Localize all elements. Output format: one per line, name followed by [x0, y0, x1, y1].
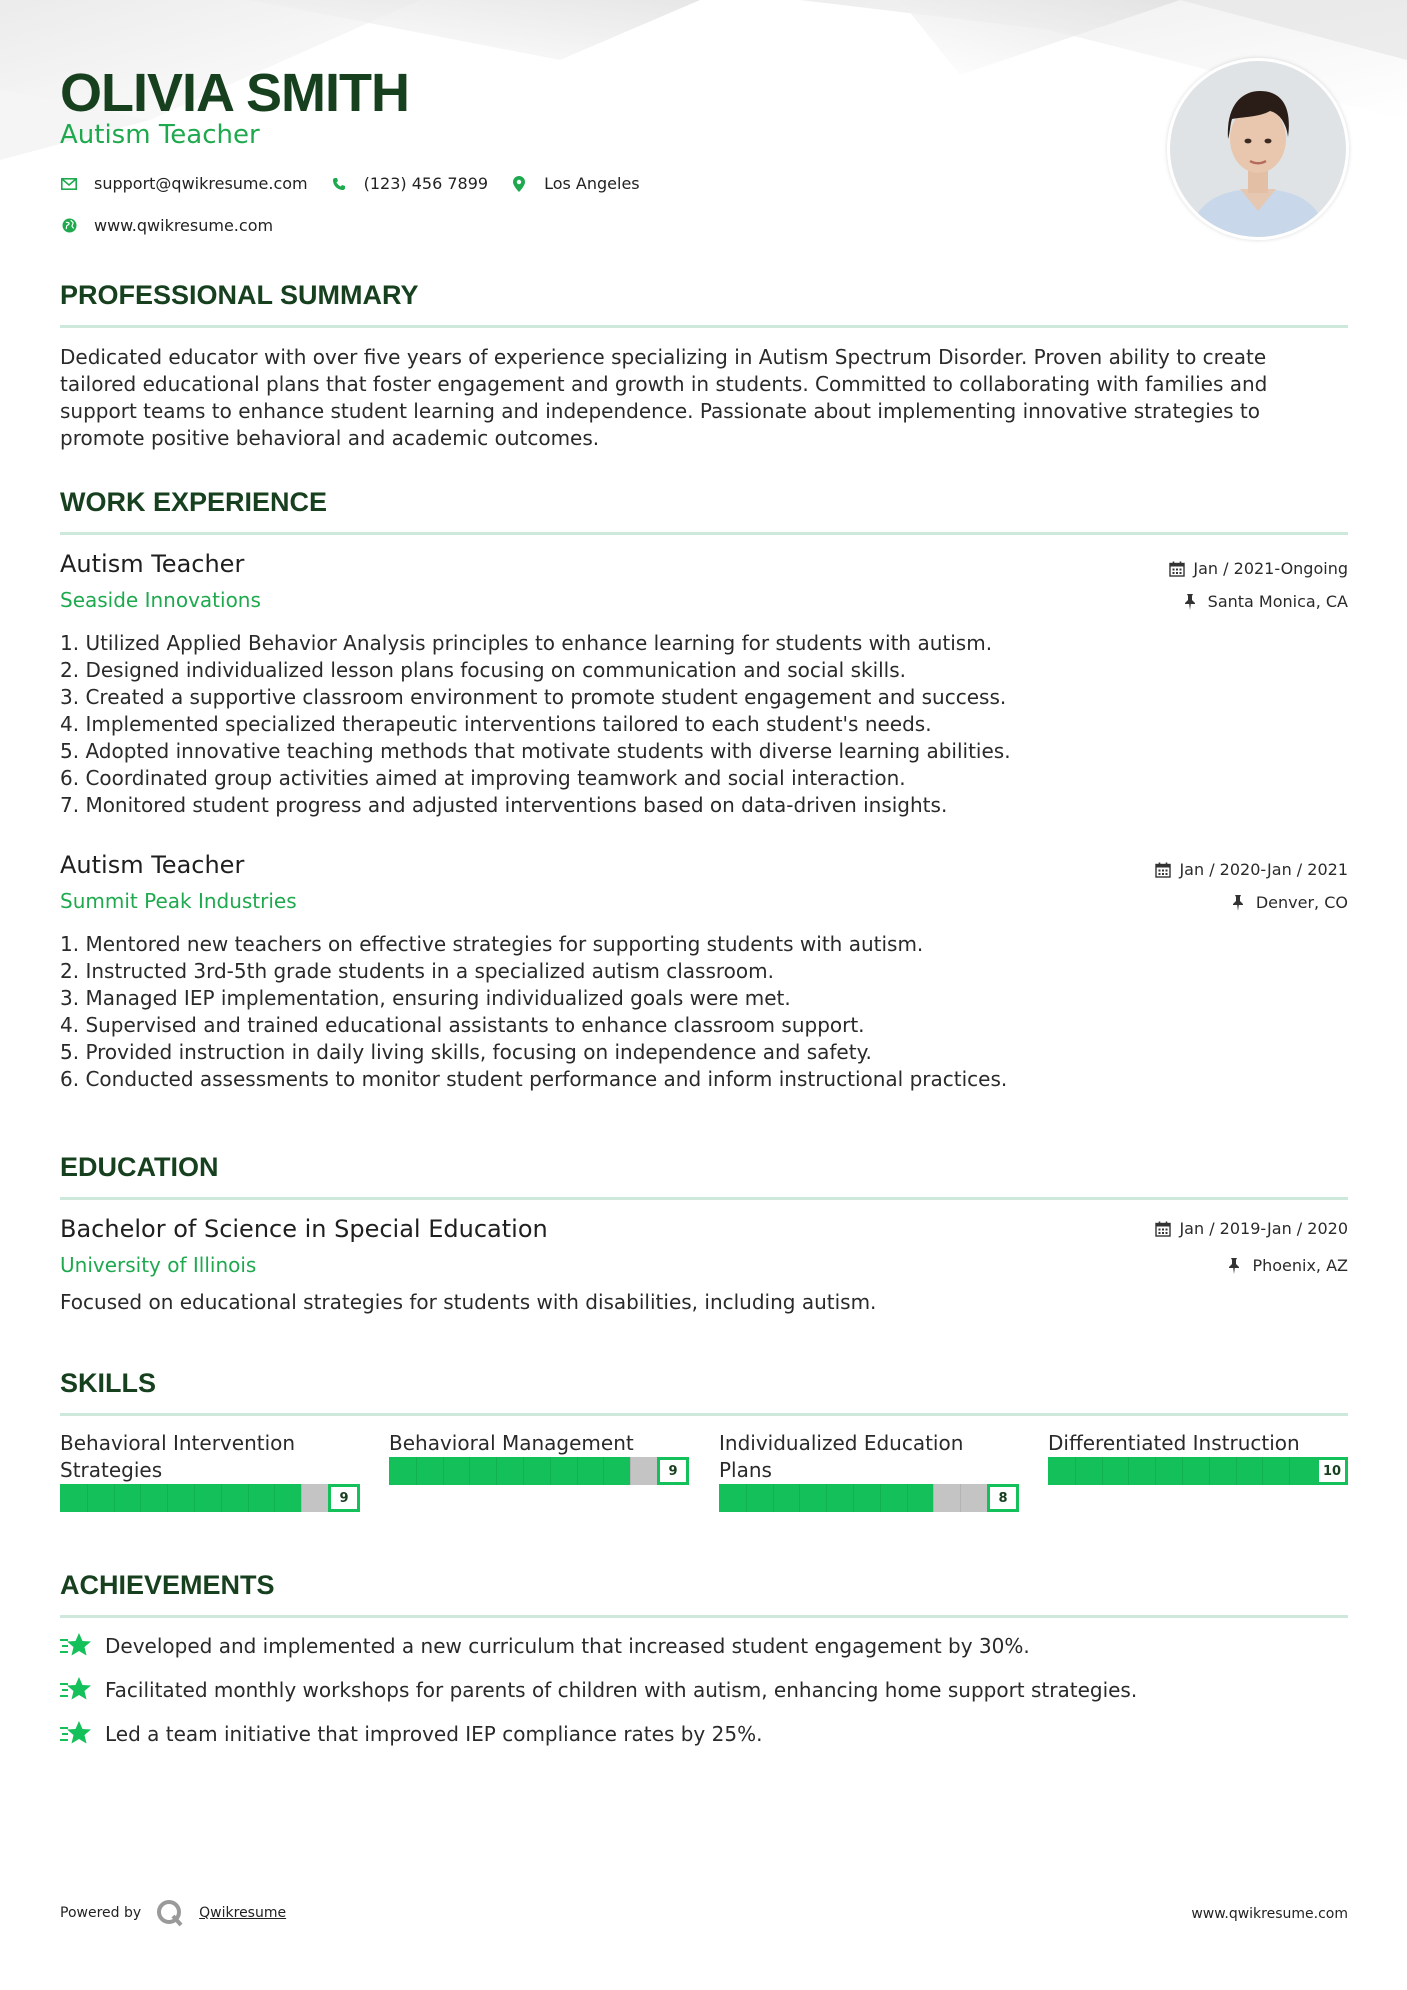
candidate-role: Autism Teacher — [60, 120, 260, 150]
skill-bar — [389, 1457, 689, 1485]
skill-name: Behavioral Management — [389, 1431, 634, 1455]
skill-score: 9 — [657, 1457, 689, 1485]
education-location-text: Phoenix, AZ — [1252, 1256, 1348, 1275]
job-bullet: 5. Provided instruction in daily living skills, focusing on independence and safety. — [60, 1040, 872, 1064]
achievement-text: Facilitated monthly workshops for parents of children with autism, enhancing home support strategies. — [105, 1678, 1138, 1702]
location-text: Los Angeles — [544, 174, 640, 193]
education-dates — [1155, 1219, 1348, 1238]
job-location-text: Santa Monica, CA — [1207, 592, 1348, 611]
candidate-name: OLIVIA SMITH — [60, 63, 409, 123]
job-dates — [1169, 559, 1348, 578]
skill-bar-segment — [469, 1457, 470, 1485]
skill-bar-segment — [746, 1484, 747, 1512]
phone-icon — [330, 175, 348, 193]
skill-bar — [1048, 1457, 1348, 1485]
pushpin-icon — [1228, 1258, 1244, 1274]
skill-bar-segment — [140, 1484, 141, 1512]
job-bullet: 1. Mentored new teachers on effective strategies for supporting students with autism. — [60, 932, 924, 956]
education-dates-text: Jan / 2019-Jan / 2020 — [1179, 1219, 1348, 1238]
map-pin-icon — [510, 175, 528, 193]
footer-powered-by — [60, 1898, 286, 1928]
education-degree: Bachelor of Science in Special Education — [60, 1215, 548, 1243]
profile-photo — [1167, 58, 1349, 240]
skills-heading: SKILLS — [60, 1368, 1348, 1416]
skill-item — [389, 1430, 689, 1485]
skill-bar-segment — [87, 1484, 88, 1512]
skill-bar-segment — [1075, 1457, 1076, 1485]
job-location — [1232, 893, 1348, 912]
qwikresume-link[interactable]: Qwikresume — [199, 1905, 287, 1921]
job-bullet: 6. Conducted assessments to monitor student performance and inform instructional practices. — [60, 1067, 1008, 1091]
skill-bar-segment — [1182, 1457, 1183, 1485]
envelope-icon — [60, 175, 78, 193]
job-bullet: 4. Supervised and trained educational assistants to enhance classroom support. — [60, 1013, 865, 1037]
skill-bar-segment — [907, 1484, 908, 1512]
job-company: Summit Peak Industries — [60, 889, 297, 913]
job-bullets — [60, 630, 1348, 819]
job-bullet: 4. Implemented specialized therapeutic interventions tailored to each student's needs. — [60, 712, 932, 736]
skill-score: 9 — [328, 1484, 360, 1512]
education-description: Focused on educational strategies for students with disabilities, including autism. — [60, 1290, 877, 1314]
skill-bar-segment — [248, 1484, 249, 1512]
skill-bar-segment — [194, 1484, 195, 1512]
skill-bar-segment — [1128, 1457, 1129, 1485]
email-text[interactable]: support@qwikresume.com — [94, 174, 308, 193]
skill-bar-track — [1048, 1457, 1316, 1485]
job-company: Seaside Innovations — [60, 588, 261, 612]
skill-bar-segment — [523, 1457, 524, 1485]
skill-name: Behavioral Intervention Strategies — [60, 1431, 296, 1482]
education-location — [1228, 1256, 1348, 1275]
skill-name: Individualized Education Plans — [719, 1431, 964, 1482]
skill-bar-segment — [1102, 1457, 1103, 1485]
skill-bar-segment — [1236, 1457, 1237, 1485]
skill-bar-segment — [880, 1484, 881, 1512]
work-heading: WORK EXPERIENCE — [60, 487, 1348, 535]
skill-bar-segment — [1262, 1457, 1263, 1485]
skill-bar-segment — [1155, 1457, 1156, 1485]
skill-bar — [719, 1484, 1019, 1512]
skill-bar-segment — [960, 1484, 961, 1512]
skill-bar — [60, 1484, 360, 1512]
phone-text[interactable]: (123) 456 7899 — [363, 174, 489, 193]
skill-bar-segment — [443, 1457, 444, 1485]
skill-bar-segment — [496, 1457, 497, 1485]
pushpin-icon — [1184, 594, 1200, 610]
website-text[interactable]: www.qwikresume.com — [94, 216, 274, 235]
skill-bar-segment — [1209, 1457, 1210, 1485]
achievement-item — [60, 1720, 762, 1748]
skill-item — [60, 1430, 360, 1512]
achievement-item — [60, 1632, 1030, 1660]
job-title: Autism Teacher — [60, 851, 245, 879]
job-location-text: Denver, CO — [1255, 893, 1348, 912]
job-dates-text: Jan / 2020-Jan / 2021 — [1179, 860, 1348, 879]
summary-text: Dedicated educator with over five years of experience specializing in Autism Spectrum Disorder. Proven ability to create tailored educational plans that foster engagement and growth in students. Committed to collaborating with families and support teams to enhance student learning and independence. Passionate about implementing innovative strategies to promote positive behavioral and academic outcomes. — [60, 345, 1268, 450]
skill-bar-segment — [550, 1457, 551, 1485]
footer-website[interactable]: www.qwikresume.com — [1191, 1906, 1348, 1922]
globe-icon — [60, 217, 78, 235]
achievement-item — [60, 1676, 1137, 1704]
skill-bar-segment — [301, 1484, 302, 1512]
skill-bar-segment — [416, 1457, 417, 1485]
skill-item — [1048, 1430, 1348, 1485]
calendar-icon — [1155, 862, 1171, 878]
skill-name: Differentiated Instruction — [1048, 1431, 1300, 1455]
skill-bar-fill — [389, 1457, 630, 1485]
skill-bar-segment — [630, 1457, 631, 1485]
job-bullet: 6. Coordinated group activities aimed at improving teamwork and social interaction. — [60, 766, 906, 790]
job-bullet: 2. Designed individualized lesson plans focusing on communication and social skills. — [60, 658, 907, 682]
education-heading: EDUCATION — [60, 1152, 1348, 1200]
job-bullets — [60, 931, 1348, 1093]
calendar-icon — [1169, 561, 1185, 577]
skill-bar-segment — [603, 1457, 604, 1485]
skill-bar-segment — [773, 1484, 774, 1512]
skill-bar-segment — [274, 1484, 275, 1512]
skill-bar-track — [60, 1484, 328, 1512]
skill-bar-segment — [799, 1484, 800, 1512]
skill-bar-track — [719, 1484, 987, 1512]
education-school: University of Illinois — [60, 1253, 257, 1277]
summary-heading: PROFESSIONAL SUMMARY — [60, 280, 1348, 328]
calendar-icon — [1155, 1221, 1171, 1237]
skill-bar-segment — [1289, 1457, 1290, 1485]
skill-score: 10 — [1316, 1457, 1348, 1485]
skill-bar-segment — [853, 1484, 854, 1512]
star-icon — [60, 1720, 92, 1748]
skill-score: 8 — [987, 1484, 1019, 1512]
resume-page — [60, 0, 1348, 1990]
job-bullet: 5. Adopted innovative teaching methods that motivate students with diverse learning abilities. — [60, 739, 1011, 763]
job-title: Autism Teacher — [60, 550, 245, 578]
skill-bar-segment — [826, 1484, 827, 1512]
powered-by-label: Powered by — [60, 1905, 142, 1921]
skill-bar-segment — [221, 1484, 222, 1512]
skill-bar-segment — [577, 1457, 578, 1485]
job-bullet: 1. Utilized Applied Behavior Analysis principles to enhance learning for students with autism. — [60, 631, 993, 655]
achievement-text: Developed and implemented a new curriculum that increased student engagement by 30%. — [105, 1634, 1030, 1658]
job-location — [1184, 592, 1348, 611]
skill-bar-segment — [114, 1484, 115, 1512]
pushpin-icon — [1232, 895, 1248, 911]
star-icon — [60, 1632, 92, 1660]
job-dates — [1155, 860, 1348, 879]
job-bullet: 7. Monitored student progress and adjusted interventions based on data-driven insights. — [60, 793, 948, 817]
skill-bar-segment — [933, 1484, 934, 1512]
star-icon — [60, 1676, 92, 1704]
qwikresume-logo-icon — [155, 1898, 185, 1928]
contact-row-primary — [60, 174, 662, 193]
skill-bar-segment — [167, 1484, 168, 1512]
contact-row-secondary — [60, 216, 295, 235]
skill-bar-fill — [60, 1484, 301, 1512]
job-bullet: 3. Managed IEP implementation, ensuring individualized goals were met. — [60, 986, 791, 1010]
skill-item — [719, 1430, 1019, 1512]
skill-bar-track — [389, 1457, 657, 1485]
job-dates-text: Jan / 2021-Ongoing — [1193, 559, 1348, 578]
job-bullet: 3. Created a supportive classroom environment to promote student engagement and success. — [60, 685, 1007, 709]
achievements-heading: ACHIEVEMENTS — [60, 1570, 1348, 1618]
job-bullet: 2. Instructed 3rd-5th grade students in a specialized autism classroom. — [60, 959, 774, 983]
achievement-text: Led a team initiative that improved IEP compliance rates by 25%. — [105, 1722, 763, 1746]
